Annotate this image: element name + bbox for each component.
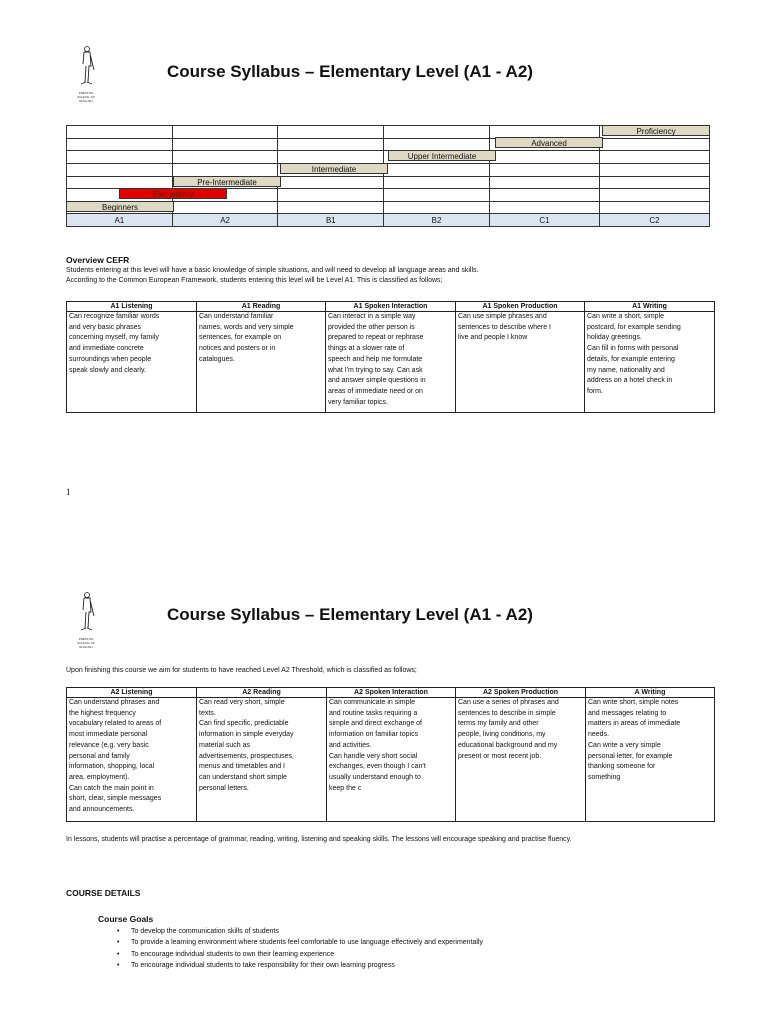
a2-cell-listening: Can understand phrases and the highest frequency vocabulary related to areas of most immediate personal relevance (e.g. very basic personal and family information, shopping, local area, employment). Can catch the main point in short, clear, simple messages and announcements. <box>67 698 197 822</box>
a1-skills-table <box>66 301 715 413</box>
level-column-c1: C1 <box>489 214 599 227</box>
course-details-heading: COURSE DETAILS <box>66 888 141 898</box>
page-number: 1 <box>66 487 71 497</box>
a1-header-reading: A1 Reading <box>197 302 326 312</box>
level-proficiency: Proficiency <box>602 125 710 136</box>
a1-header-writing: A1 Writing <box>585 302 715 312</box>
level-column-a1: A1 <box>67 214 173 227</box>
level-column-a2: A2 <box>172 214 278 227</box>
level-elementary-current: Elementary <box>119 188 227 199</box>
overview-heading: Overview CEFR <box>66 255 130 265</box>
a2-header-spoken-production: A2 Spoken Production <box>456 688 586 698</box>
a2-header-spoken-interaction: A2 Spoken Interaction <box>327 688 456 698</box>
overview-text-2: According to the Common European Framework, students entering this level will be Level A1. This is classified as follows; <box>66 277 443 284</box>
a2-cell-spoken-interaction: Can communicate in simple and routine tasks requiring a simple and direct exchange of information on familiar topics and activities. Can handle very short social exchanges, even though I can't usually understand enough to keep the c <box>327 698 456 822</box>
school-logo <box>72 590 100 649</box>
lessons-text: In lessons, students will practise a percentage of grammar, reading, writing, listening and speaking skills. The lessons will encourage speaking and practise fluency. <box>66 836 572 843</box>
figure-logo-icon <box>72 44 100 86</box>
level-beginners: Beginners <box>66 201 174 212</box>
a1-cell-spoken-interaction: Can interact in a simple way provided the other person is prepared to repeat or rephrase things at a slower rate of speech and help me formulate what I'm trying to say. Can ask and answer simple questions in areas of immediate need or on very familiar topics. <box>326 312 456 413</box>
level-intermediate: Intermediate <box>280 163 388 174</box>
a1-header-spoken-production: A1 Spoken Production <box>456 302 585 312</box>
page-title: Course Syllabus – Elementary Level (A1 - A2) <box>167 62 533 81</box>
logo-text: PRESTON SCHOOL OF ENGLISH <box>77 637 95 649</box>
list-item: • To provide a learning environment where students feel comfortable to use language effectively and experimentally <box>131 937 483 948</box>
level-pre-intermediate: Pre-Intermediate <box>173 176 281 187</box>
intro-text: Upon finishing this course we aim for students to have reached Level A2 Threshold, which is classified as follows; <box>66 667 417 674</box>
level-advanced: Advanced <box>495 137 603 148</box>
overview-text-1: Students entering at this level will have a basic knowledge of simple situations, and will need to develop all language areas and skills. <box>66 267 479 274</box>
level-column-c2: C2 <box>599 214 709 227</box>
a2-skills-table <box>66 687 715 822</box>
a2-header-listening: A2 Listening <box>67 688 197 698</box>
level-column-b2: B2 <box>384 214 490 227</box>
a1-cell-spoken-production: Can use simple phrases and sentences to describe where I live and people I know <box>456 312 585 413</box>
a1-cell-writing: Can write a short, simple postcard, for example sending holiday greetings. Can fill in forms with personal details, for example entering my name, nationality and address on a hotel check in form. <box>585 312 715 413</box>
figure-logo-icon <box>72 590 100 632</box>
course-goals-list <box>117 926 484 971</box>
list-item: • To encourage individual students to own their learning experience <box>131 949 483 960</box>
a2-cell-spoken-production: Can use a series of phrases and sentences to describe in simple terms my family and other people, living conditions, my educational background and my present or most recent job. <box>456 698 586 822</box>
list-item: • To encourage individual students to take responsibility for their own learning progress <box>131 960 483 971</box>
a1-header-listening: A1 Listening <box>67 302 197 312</box>
bullet-icon: • <box>117 950 120 958</box>
a2-cell-writing: Can write short, simple notes and messages relating to matters in areas of immediate needs. Can write a very simple personal letter, for example thanking someone for something <box>586 698 715 822</box>
a1-header-spoken-interaction: A1 Spoken Interaction <box>326 302 456 312</box>
logo-text: PRESTON SCHOOL OF ENGLISH <box>77 91 95 103</box>
a2-cell-reading: Can read very short, simple texts. Can find specific, predictable information in simple everyday material such as advertisements, prospectuses, menus and timetables and I can understand short simple personal letters. <box>197 698 327 822</box>
a1-cell-listening: Can recognize familiar words and very basic phrases concerning myself, my family and immediate concrete surroundings when people speak slowly and clearly. <box>67 312 197 413</box>
list-item: • To develop the communication skills of students <box>131 926 483 937</box>
a2-header-writing: A Writing <box>586 688 715 698</box>
page-title: Course Syllabus – Elementary Level (A1 - A2) <box>167 605 533 624</box>
bullet-icon: • <box>117 939 120 947</box>
level-upper-intermediate: Upper Intermediate <box>388 150 496 161</box>
bullet-icon: • <box>117 961 120 969</box>
level-column-b1: B1 <box>278 214 384 227</box>
course-goals-heading: Course Goals <box>98 914 154 924</box>
bullet-icon: • <box>117 928 120 935</box>
school-logo <box>72 44 100 103</box>
a1-cell-reading: Can understand familiar names, words and very simple sentences, for example on notices and posters or in catalogues. <box>197 312 326 413</box>
a2-header-reading: A2 Reading <box>197 688 327 698</box>
